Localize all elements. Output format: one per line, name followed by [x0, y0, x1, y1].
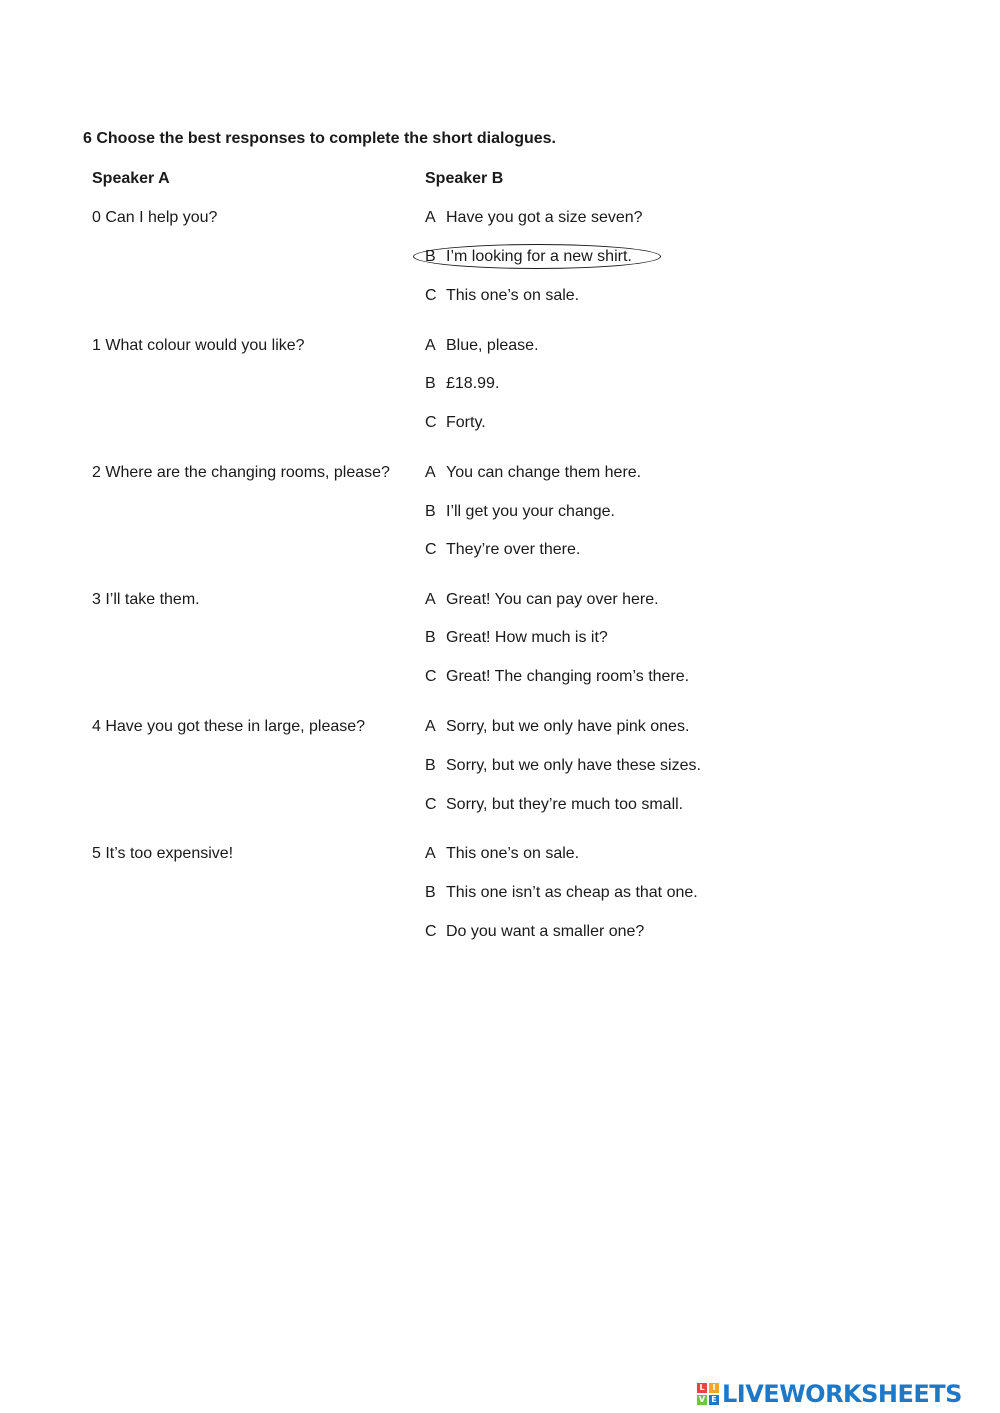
option-1-a[interactable]	[425, 337, 539, 355]
option-4-b[interactable]	[425, 757, 701, 775]
option-4-a[interactable]	[425, 718, 689, 736]
option-text: Have you got a size seven?	[446, 209, 643, 226]
option-text: I’ll get you your change.	[446, 503, 615, 520]
option-text: Sorry, but we only have pink ones.	[446, 718, 690, 735]
option-text: This one isn’t as cheap as that one.	[446, 884, 698, 901]
logo-mark-icon	[697, 1383, 719, 1405]
option-text: They’re over there.	[446, 541, 581, 558]
option-text: I’m looking for a new shirt.	[446, 248, 632, 265]
selected-answer-circle	[413, 244, 661, 269]
option-text: Great! The changing room’s there.	[446, 668, 690, 685]
liveworksheets-logo	[697, 1381, 962, 1407]
question-3: 3 I’ll take them.	[92, 591, 200, 608]
option-text: Great! How much is it?	[446, 629, 608, 646]
option-letter: A	[425, 845, 436, 862]
logo-mark-letter: I	[709, 1383, 719, 1393]
logo-mark-letter: L	[697, 1383, 707, 1393]
option-2-c[interactable]	[425, 541, 580, 559]
option-letter: A	[425, 591, 436, 608]
option-letter: C	[425, 414, 437, 431]
speaker-a-header: Speaker A	[92, 170, 170, 187]
logo-mark-letter: V	[698, 1395, 706, 1404]
option-2-b[interactable]	[425, 503, 615, 521]
option-letter: A	[425, 337, 436, 354]
option-letter: B	[425, 629, 436, 646]
option-0-c[interactable]	[425, 287, 579, 305]
speaker-b-header: Speaker B	[425, 170, 504, 187]
option-letter: A	[425, 209, 436, 226]
logo-text: LIVEWORKSHEETS	[722, 1380, 962, 1408]
option-5-c[interactable]	[425, 923, 644, 941]
question-0: 0 Can I help you?	[92, 209, 218, 226]
question-1: 1 What colour would you like?	[92, 337, 305, 354]
option-letter: B	[425, 248, 436, 265]
option-0-a[interactable]	[425, 209, 643, 227]
option-2-a[interactable]	[425, 464, 641, 482]
option-text: £18.99.	[446, 375, 500, 392]
option-text: Blue, please.	[446, 337, 539, 354]
option-letter: C	[425, 668, 437, 685]
option-letter: C	[425, 796, 437, 813]
option-letter: B	[425, 884, 436, 901]
logo-mark-letter: E	[709, 1395, 719, 1405]
exercise-instruction: 6 Choose the best responses to complete the short dialogues.	[83, 130, 556, 147]
option-letter: B	[425, 503, 436, 520]
option-letter: A	[425, 718, 436, 735]
option-text: Sorry, but we only have these sizes.	[446, 757, 701, 774]
option-letter: B	[425, 375, 436, 392]
option-letter: A	[425, 464, 436, 481]
option-3-b[interactable]	[425, 629, 608, 647]
option-text: This one’s on sale.	[446, 287, 580, 304]
option-4-c[interactable]	[425, 796, 683, 814]
question-5: 5 It’s too expensive!	[92, 845, 234, 862]
option-text: Do you want a smaller one?	[446, 923, 645, 940]
question-4: 4 Have you got these in large, please?	[92, 718, 366, 735]
option-letter: C	[425, 541, 437, 558]
option-text: This one’s on sale.	[446, 845, 580, 862]
option-3-a[interactable]	[425, 591, 659, 609]
option-5-a[interactable]	[425, 845, 579, 863]
option-text: Sorry, but they’re much too small.	[446, 796, 684, 813]
option-text: You can change them here.	[446, 464, 642, 481]
option-text: Great! You can pay over here.	[446, 591, 659, 608]
option-3-c[interactable]	[425, 668, 689, 686]
option-1-c[interactable]	[425, 414, 486, 432]
option-5-b[interactable]	[425, 884, 698, 902]
option-letter: B	[425, 757, 436, 774]
option-letter: C	[425, 287, 437, 304]
option-1-b[interactable]	[425, 375, 499, 393]
option-text: Forty.	[446, 414, 486, 431]
option-letter: C	[425, 923, 437, 940]
question-2: 2 Where are the changing rooms, please?	[92, 464, 390, 481]
